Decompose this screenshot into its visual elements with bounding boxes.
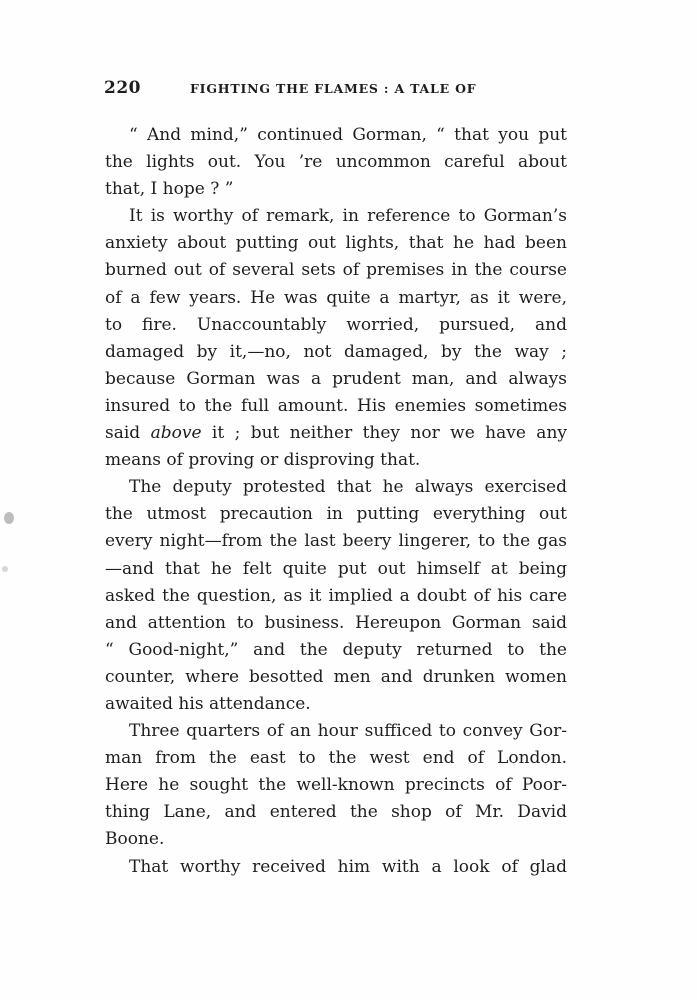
text-line: that, I hope ? ” [105, 179, 234, 200]
text-line: Here he sought the well-known precincts of Poor- [105, 775, 567, 796]
text-line: to fire. Unaccountably worried, pursued, and [105, 314, 567, 335]
text-line: thing Lane, and entered the shop of Mr. David [105, 802, 567, 823]
italic-word: above [150, 423, 202, 444]
text-line: the utmost precaution in putting everything out [105, 504, 567, 525]
text-line: Boone. [105, 829, 165, 850]
text-line: anxiety about putting out lights, that he had been [105, 233, 567, 254]
text-line: Three quarters of an hour sufficed to convey Gor- [129, 721, 567, 742]
text-line: means of proving or disproving that. [105, 450, 421, 471]
text-line: awaited his attendance. [105, 693, 311, 714]
text-line: counter, where besotted men and drunken women [105, 666, 567, 687]
text-line: insured to the full amount. His enemies sometimes [105, 395, 567, 416]
text-line: burned out of several sets of premises in the course [105, 260, 567, 281]
text-line: man from the east to the west end of London. [105, 748, 567, 769]
text-line: damaged by it,—no, not damaged, by the way ; [105, 341, 567, 362]
text-line: “ Good-night,” and the deputy returned to the [105, 639, 567, 660]
text-line: of a few years. He was quite a martyr, as it were, [105, 287, 567, 308]
paper-speck [4, 512, 14, 524]
text-line [105, 420, 567, 447]
text-line: the lights out. You ’re uncommon careful about [105, 152, 567, 173]
text-line: It is worthy of remark, in reference to Gorman’s [129, 206, 567, 227]
text-line: —and that he felt quite put out himself at being [105, 558, 567, 579]
text-line: That worthy received him with a look of glad [129, 856, 567, 877]
body-text [105, 122, 567, 881]
text-line: asked the question, as it implied a doubt of his care [105, 585, 567, 606]
text-span: it ; but neither they nor we have any [201, 423, 567, 444]
text-line: because Gorman was a prudent man, and always [105, 368, 567, 389]
text-line: The deputy protested that he always exercised [129, 477, 567, 498]
page-number: 220 [104, 78, 141, 98]
text-line: and attention to business. Hereupon Gorman said [105, 612, 567, 633]
paper-speck [2, 566, 8, 572]
page-header [104, 78, 566, 98]
text-span: said [105, 423, 151, 444]
text-line: “ And mind,” continued Gorman, “ that you put [129, 125, 567, 145]
text-line: every night—from the last beery lingerer, to the gas [105, 531, 567, 552]
running-head: FIGHTING THE FLAMES : A TALE OF [190, 81, 477, 96]
